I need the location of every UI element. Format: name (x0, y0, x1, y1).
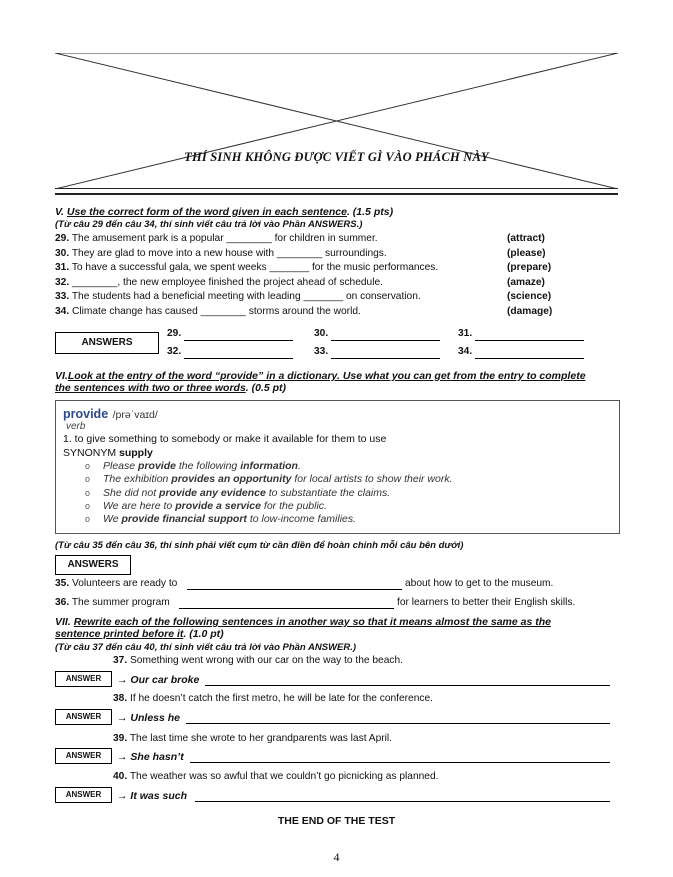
rewrite-start-39 (117, 751, 184, 763)
arrow-right-icon: → (117, 712, 131, 724)
original-sentence: The last time she wrote to her grandparents was last April. (129, 733, 392, 744)
rewrite-prompt: It was such (130, 790, 188, 802)
sentence-start: Volunteers are ready to (72, 578, 178, 589)
entry-pronunciation: /prəˈvaɪd/ (112, 409, 158, 421)
word-cue: (amaze) (507, 277, 545, 288)
answer-blank-36[interactable] (179, 608, 394, 609)
rewrite-prompt: Our car broke (130, 674, 200, 686)
crossed-out-box (55, 53, 618, 189)
section7-instruction: (Từ câu 37 đến câu 40, thí sinh viết câu trả lời vào Phần ANSWER.) (55, 642, 357, 653)
question-text: To have a successful gala, we spent weeks _______ for the music performances. (71, 262, 439, 273)
question-number: 34. (55, 306, 70, 317)
question-34 (55, 306, 361, 317)
answer-label-box: ANSWER (55, 709, 112, 725)
word-cue: (prepare) (507, 262, 552, 273)
answers-box: ANSWERS (55, 332, 159, 354)
rewrite-prompt: Unless he (130, 712, 181, 724)
section6-instruction: (Từ câu 35 đến câu 36, thí sinh phải viết cụm từ cần điền để hoàn chỉnh mỗi câu bên dưới) (55, 540, 464, 551)
original-sentence: Something went wrong with our car on the way to the beach. (130, 655, 403, 666)
arrow-right-icon: → (117, 674, 131, 686)
answer-slot-34[interactable] (475, 358, 584, 359)
section5-instruction: (Từ câu 29 đến câu 34, thí sinh viết câu trả lời vào Phần ANSWERS.) (55, 219, 363, 230)
sentence-end: about how to get to the museum. (405, 578, 554, 589)
sentence-end: for learners to better their English skills. (397, 597, 576, 608)
example-sentence: o We are here to provide a service for the public. (103, 500, 666, 513)
arrow-right-icon: → (117, 790, 131, 802)
gap-fill-36 (55, 597, 170, 608)
original-sentence: The weather was so awful that we couldn’t go picnicking as planned. (129, 771, 439, 782)
question-text: They are glad to move into a new house with ________ surroundings. (71, 248, 387, 259)
original-sentence: If he doesn’t catch the first metro, he will be late for the conference. (130, 693, 433, 704)
rewrite-answer-line-38[interactable] (186, 723, 610, 724)
answer-slot-label: 34. (458, 346, 473, 357)
question-number: 37. (113, 655, 128, 666)
answer-slot-label: 32. (167, 346, 182, 357)
word-cue: (science) (507, 291, 552, 302)
dictionary-entry (55, 400, 620, 534)
end-of-test: THE END OF THE TEST (277, 815, 396, 827)
answer-label-box: ANSWER (55, 671, 112, 687)
rewrite-prompt: She hasn’t (130, 751, 184, 763)
rewrite-start-40 (117, 790, 187, 802)
question-number: 33. (55, 291, 70, 302)
rewrite-answer-line-39[interactable] (190, 762, 610, 763)
example-sentence: o She did not provide any evidence to substantiate the claims. (103, 487, 666, 500)
page-number: 4 (333, 850, 340, 864)
question-number: 40. (113, 771, 128, 782)
question-32 (55, 277, 383, 288)
answer-slot-31[interactable] (475, 340, 584, 341)
answer-slot-33[interactable] (331, 358, 440, 359)
example-sentence: o We provide financial support to low-income families. (103, 513, 666, 526)
divider-bottom (55, 193, 618, 195)
question-number: 32. (55, 277, 70, 288)
section7-heading: VII. Rewrite each of the following sentences in another way so that it means almost the same as the sentence printed before it. (1.0 pt) (55, 616, 551, 640)
rewrite-answer-line-40[interactable] (195, 801, 610, 802)
answer-label-box: ANSWER (55, 748, 112, 764)
word-cue: (damage) (507, 306, 553, 317)
example-sentence: o The exhibition provides an opportunity for local artists to show their work. (103, 473, 666, 486)
answer-label-box: ANSWER (55, 787, 112, 803)
rewrite-original-38 (113, 693, 433, 704)
question-text: The students had a beneficial meeting with leading _______ on conservation. (71, 291, 421, 302)
answer-slot-label: 33. (314, 346, 329, 357)
entry-synonym: SYNONYM supply (63, 447, 153, 459)
answer-slot-30[interactable] (331, 340, 440, 341)
answer-slot-32[interactable] (184, 358, 293, 359)
gap-fill-35 (55, 578, 177, 589)
entry-sense: 1. to give something to somebody or make it available for them to use (63, 433, 387, 445)
question-number: 30. (55, 248, 70, 259)
question-text: Climate change has caused ________ storms around the world. (72, 306, 361, 317)
arrow-right-icon: → (117, 751, 131, 763)
rewrite-answer-line-37[interactable] (205, 685, 610, 686)
question-text: ________, the new employee finished the project ahead of schedule. (72, 277, 383, 288)
question-number: 38. (113, 693, 128, 704)
rewrite-original-37 (113, 655, 403, 666)
rewrite-start-38 (117, 712, 180, 724)
entry-word: provide (63, 407, 109, 421)
rewrite-start-37 (117, 674, 199, 686)
sentence-start: The summer program (71, 597, 170, 608)
word-cue: (please) (507, 248, 546, 259)
question-number: 35. (55, 578, 70, 589)
question-number: 36. (55, 597, 70, 608)
answer-slot-29[interactable] (184, 340, 293, 341)
answer-slot-label: 30. (314, 328, 329, 339)
entry-pos: verb (66, 421, 86, 432)
rewrite-original-40 (113, 771, 438, 782)
rewrite-original-39 (113, 733, 392, 744)
question-33 (55, 291, 421, 302)
question-number: 31. (55, 262, 70, 273)
answer-blank-35[interactable] (187, 589, 402, 590)
question-text: The amusement park is a popular ________ for children in summer. (71, 233, 378, 244)
answer-slot-label: 29. (167, 328, 182, 339)
entry-examples (56, 460, 666, 526)
divider-top (55, 188, 618, 189)
question-29 (55, 233, 378, 244)
section5-heading: V. Use the correct form of the word given in each sentence. (1.5 pts) (55, 206, 394, 218)
question-31 (55, 262, 438, 273)
example-sentence: o Please provide the following information. (103, 460, 666, 473)
question-number: 39. (113, 733, 128, 744)
question-30 (55, 248, 387, 259)
word-cue: (attract) (507, 233, 545, 244)
section6-heading: VI.Look at the entry of the word “provide” in a dictionary. Use what you can get from the entry to complete the sentences with two or three words. (0.5 pt) (55, 370, 586, 394)
answers-box-2: ANSWERS (55, 555, 131, 575)
banner-text: THÍ SINH KHÔNG ĐƯỢC VIẾT GÌ VÀO PHÁCH NÀY (184, 150, 489, 164)
question-number: 29. (55, 233, 70, 244)
answer-slot-label: 31. (458, 328, 473, 339)
